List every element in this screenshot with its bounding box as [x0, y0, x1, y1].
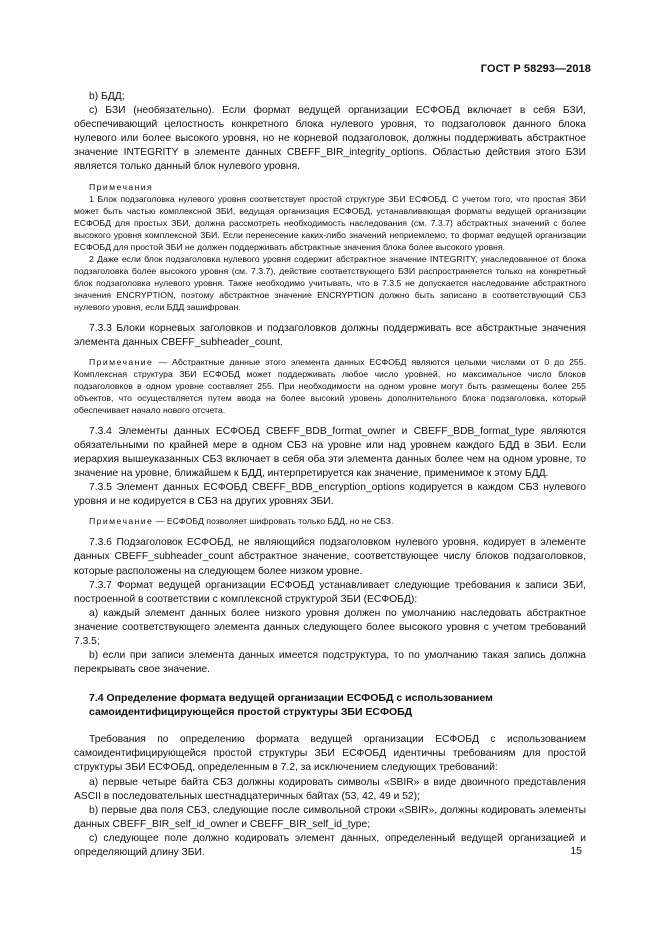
notes-block: [74, 181, 586, 313]
paragraph-7-4: Требования по определению формата ведущей организации ЕСФОБД с использованием самоидентифицирующейся простой структуры ЗБИ ЕСФОБД идентичны требованиям для простой структуры ЗБИ ЕСФОБД, определенным в 7.2, за исключением следующих требований:: [74, 734, 586, 774]
page-body: [74, 90, 586, 860]
paragraph-7-3-5: 7.3.5 Элемент данных ЕСФОБД CBEFF_BDB_encryption_options кодируется в каждом СБЗ нулевого уровня и не кодируется в СБЗ на других уровнях ЗБИ.: [74, 482, 586, 508]
heading-line-2: самоидентифицирующейся простой структуры ЗБИ ЕСФОБД: [89, 706, 413, 719]
note-1: 1 Блок подзаголовка нулевого уровня соответствует простой структуре ЗБИ ЕСФОБД. С учетом того, что простая ЗБИ может быть частью комплексной ЗБИ, ведущая организация ЕСФОБД, устанавливающая форматы ведущей организации ЕСФОБД для простых ЗБИ, должна рассмотреть необходимость наследования (см. 7.3.7) абстрактных значений с более высокого уровня комплексной ЗБИ. Если перенесение каких-либо значений неприемлемо, то формат ведущей организации ЕСФОБД для простой ЗБИ не должен поддерживать абстрактные значения блока более высокого уровня.: [74, 193, 586, 252]
note-text: ЕСФОБД позволяет шифровать только БДД, но не СБЗ.: [166, 516, 394, 527]
list-item-7-3-7-a: a) каждый элемент данных более низкого уровня должен по умолчанию наследовать абстрактное значение соответствующего элемента данных следующего более высокого уровня с учетом требований 7.3.5;: [74, 607, 586, 647]
section-heading-7-4: [74, 691, 586, 719]
document-code: ГОСТ Р 58293—2018: [480, 63, 591, 75]
note-dash: —: [155, 516, 165, 527]
paragraph-7-3-4: 7.3.4 Элементы данных ЕСФОБД CBEFF_BDB_format_owner и CBEFF_BDB_format_type являются обязательными по крайней мере в одном СБЗ на уровне или над уровнем каждого БДД в ЗБИ. Если иерархия вышеуказанных СБЗ включает в себя оба эти элемента данных более чем на одном уровне, то значение на уровне, ближайшем к БДД, интерпретируется как значение, применимое к этому БДД.: [74, 425, 586, 480]
list-item-7-4-b: b) первые два поля СБЗ, следующие после символьной строки «SBIR», должны кодировать элементы данных CBEFF_BIR_self_id_owner и CBEFF_BIR_self_id_type;: [74, 804, 586, 830]
page-number: 15: [570, 845, 582, 857]
list-item-b: b) БДД;: [89, 91, 125, 102]
note-dash: —: [158, 356, 168, 367]
note-2: 2 Даже если блок подзаголовка нулевого уровня содержит абстрактное значение INTEGRITY, унаследованное от блока подзаголовка более высокого уровня (см. 7.3.7), действие соответствующего БЗИ распространяется только на конкретный блок подзаголовка нулевого уровня. Также необходимо учитывать, что в 7.3.5 не допускается наследование абстрактного значения ENCRYPTION, поэтому абстрактное значение ENCRYPTION должно быть записано в соответствующий СБЗ нулевого уровня, если БДД зашифрован.: [74, 253, 586, 312]
paragraph-7-3-3: 7.3.3 Блоки корневых заголовков и подзаголовков должны поддерживать все абстрактные значения элемента данных CBEFF_subheader_count.: [74, 322, 586, 348]
note-7-3-5: [74, 515, 586, 527]
note-label: Примечание: [89, 356, 154, 367]
paragraph-7-3-7: 7.3.7 Формат ведущей организации ЕСФОБД устанавливает следующие требования к записи ЗБИ, построенной в соответствии с комплексной структурой ЗБИ (ЕСФОБД):: [74, 579, 586, 605]
note-7-3-3: [74, 356, 586, 416]
list-item-7-4-a: a) первые четыре байта СБЗ должны кодировать символы «SBIR» в виде двоичного представления ASCII в последовательных шестнадцатеричных байтах (53, 42, 49 и 52);: [74, 776, 586, 802]
list-item-c: c) БЗИ (необязательно). Если формат ведущей организации ЕСФОБД включает в себя БЗИ, обеспечивающий целостность конкретного блока нулевого уровня, то подзаголовок данного блока нулевого или более высокого уровня, но не корневой подзаголовок, должны поддерживать абстрактное значение INTEGRITY в элементе данных CBEFF_BIR_integrity_options. Областью действия этого БЗИ является только данный блок нулевого уровня.: [74, 105, 586, 173]
notes-title: Примечания: [89, 181, 154, 192]
list-item-7-3-7-b: b) если при записи элемента данных имеется подструктура, то по умолчанию такая запись должна перекрывать свое значение.: [74, 650, 586, 676]
note-text: Абстрактные данные этого элемента данных ЕСФОБД являются целыми числами от 0 до 255. Комплексная структура ЗБИ ЕСФОБД может поддерживать любое число уровней, но максимальное число блоков подзаголовков в одном уровне составляет 255. При необходимости на одном уровне могут быть размещены более 255 объектов, что осуществляется путем ввода на более высокий уровень дополнительного блока подзаголовка, который обеспечивает начало нового отсчета.: [74, 356, 586, 415]
list-item-7-4-c: c) следующее поле должно кодировать элемент данных, определенный ведущей организацией и определяющий длину ЗБИ.: [74, 832, 586, 858]
note-label: Примечание: [89, 516, 154, 527]
paragraph-7-3-6: 7.3.6 Подзаголовок ЕСФОБД, не являющийся подзаголовком нулевого уровня, кодирует в элементе данных CBEFF_subheader_count абстрактное значение, соответствующее числу блоков подзаголовков, которые расположены на следующем более низком уровне.: [74, 537, 586, 577]
heading-line-1: 7.4 Определение формата ведущей организации ЕСФОБД с использованием: [89, 692, 493, 705]
